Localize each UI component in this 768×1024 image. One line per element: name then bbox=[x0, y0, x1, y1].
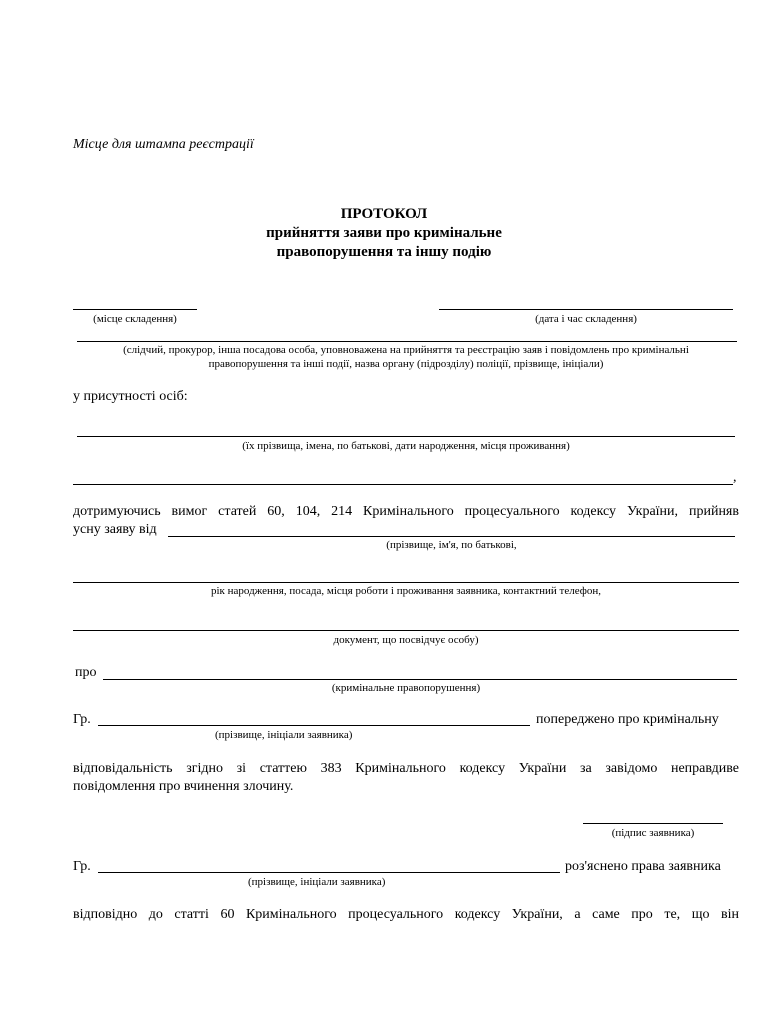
persons-caption: (їх прізвища, імена, по батькові, дати народження, місця проживання) bbox=[242, 440, 570, 452]
persons-blank-line-2 bbox=[73, 484, 733, 485]
title-line2: прийняття заяви про кримінальне bbox=[266, 225, 502, 241]
applicant-initials-blank-line-1 bbox=[98, 725, 530, 726]
offense-blank-line bbox=[103, 679, 737, 680]
warned-text: попереджено про кримінальну bbox=[536, 712, 719, 727]
place-caption: (місце складення) bbox=[93, 313, 177, 325]
official-caption-line2: правопорушення та інші події, назва органу (підрозділу) поліції, прізвище, ініціали) bbox=[208, 358, 604, 370]
applicant-initials-caption-1: (прізвище, ініціали заявника) bbox=[215, 729, 353, 741]
stamp-place-label: Місце для штампа реєстрації bbox=[73, 137, 254, 152]
datetime-caption: (дата і час складення) bbox=[535, 313, 637, 325]
title-protocol: ПРОТОКОЛ bbox=[340, 206, 428, 222]
document-caption: документ, що посвідчує особу) bbox=[333, 634, 479, 646]
gr-label-1: Гр. bbox=[73, 712, 91, 727]
official-blank-line bbox=[77, 341, 737, 342]
explained-text: роз'яснено права заявника bbox=[565, 859, 721, 874]
about-label: про bbox=[75, 665, 97, 680]
compliance-line2: усну заяву від bbox=[73, 522, 157, 537]
gr-label-2: Гр. bbox=[73, 859, 91, 874]
applicant-details-blank-line bbox=[73, 582, 739, 583]
official-caption-line1: (слідчий, прокурор, інша посадова особа, уповноважена на прийняття та реєстрацію заяв і повідомлень про кримінальні bbox=[123, 344, 689, 356]
signature-caption: (підпис заявника) bbox=[611, 827, 695, 839]
presence-label: у присутності осіб: bbox=[73, 389, 188, 404]
applicant-details-caption: рік народження, посада, місця роботи і проживання заявника, контактний телефон, bbox=[210, 585, 601, 597]
place-blank-line bbox=[73, 309, 197, 310]
offense-caption: (кримінальне правопорушення) bbox=[331, 682, 481, 694]
datetime-blank-line bbox=[439, 309, 733, 310]
comma-mark: , bbox=[733, 470, 737, 485]
document-blank-line bbox=[73, 630, 739, 631]
applicant-initials-caption-2: (прізвище, ініціали заявника) bbox=[248, 876, 386, 888]
applicant-name-caption: (прізвище, ім'я, по батькові, bbox=[386, 539, 517, 551]
title-line3: правопорушення та іншу подію bbox=[276, 244, 492, 260]
applicant-name-blank-line bbox=[168, 536, 735, 537]
compliance-line1: дотримуючись вимог статей 60, 104, 214 Кримінального процесуального кодексу України, прийняв bbox=[73, 504, 739, 519]
liability-line2: повідомлення про вчинення злочину. bbox=[73, 779, 294, 794]
article60-line: відповідно до статті 60 Кримінального процесуального кодексу України, а саме про те, що він bbox=[73, 907, 739, 922]
signature-blank-line bbox=[583, 823, 723, 824]
applicant-initials-blank-line-2 bbox=[98, 872, 560, 873]
persons-blank-line bbox=[77, 436, 735, 437]
liability-line1: відповідальність згідно зі статтею 383 Кримінального кодексу України за завідомо неправдиве bbox=[73, 761, 739, 776]
